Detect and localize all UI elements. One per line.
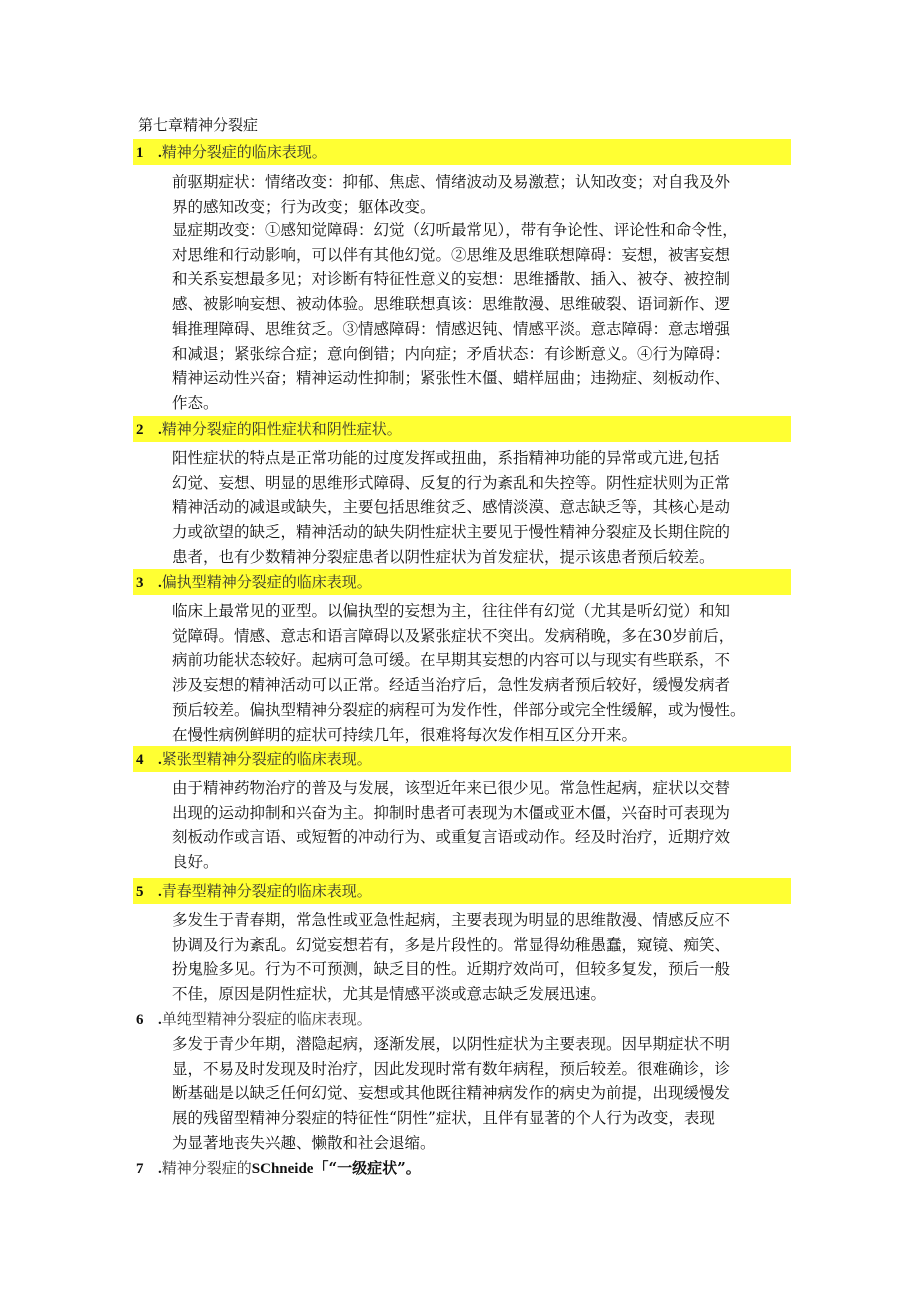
section-heading-5: 5 .青春型精神分裂症的临床表现。: [133, 878, 791, 904]
section-title: 偏执型精神分裂症的临床表现。: [161, 573, 372, 591]
text-line: 感、被影响妄想、被动体验。思维联想真该：思维散漫、思维破裂、语词新作、逻: [172, 295, 731, 314]
section-number: 5: [136, 884, 144, 900]
text-line: 出现的运动抑制和兴奋为主。抑制时患者可表现为木僵或亚木僵，兴奋时可表现为: [172, 803, 731, 822]
paragraph: [172, 1032, 794, 1156]
section-number: 4: [136, 752, 144, 768]
text-line: 觉障碍。情感、意志和语言障碍以及紧张症状不突出。发病稍晚，多在30岁前后，: [172, 626, 735, 645]
text-line: 精神运动性兴奋；精神运动性抑制；紧张性木僵、蜡样屈曲；违拗症、刻板动作、: [172, 369, 731, 388]
section-title: 精神分裂症的临床表现。: [161, 143, 327, 161]
text-line: 良好。: [172, 853, 219, 872]
text-line: 展的残留型精神分裂症的特征性“阴性”症状，且伴有显著的个人行为改变，表现: [172, 1109, 715, 1128]
paragraph: [172, 446, 794, 570]
section-number: 6: [136, 1012, 144, 1028]
section-title: 青春型精神分裂症的临床表现。: [161, 882, 372, 900]
text-line: 病前功能状态较好。起病可急可缓。在早期其妄想的内容可以与现实有些联系，不: [172, 651, 731, 670]
text-line: 力或欲望的缺乏，精神活动的缺失阴性症状主要见于慢性精神分裂症及长期住院的: [172, 523, 731, 542]
text-line: 精神活动的减退或缺失，主要包括思维贫乏、感情淡漠、意志缺乏等，其核心是动: [172, 498, 731, 517]
paragraph: [172, 218, 794, 416]
text-line: 对思维和行动影响，可以伴有其他幻觉。②思维及思维联想障碍：妄想，被害妄想: [172, 245, 731, 264]
section-title-bold: SChneide: [251, 1161, 314, 1177]
text-line: 为显著地丧失兴趣、懒散和社会退缩。: [172, 1133, 436, 1152]
section-heading-2: 2 .精神分裂症的阳性症状和阴性症状。: [133, 416, 791, 442]
text-line: 阳性症状的特点是正常功能的过度发挥或扭曲，系指精神功能的异常或亢进,包括: [172, 449, 720, 467]
section-heading-7: 7 .精神分裂症的SChneide「“一级症状”。: [133, 1155, 791, 1181]
text-line: 和关系妄想最多见；对诊断有特征性意义的妄想：思维播散、插入、被夺、被控制: [172, 270, 731, 289]
section-heading-4: 4 .紧张型精神分裂症的临床表现。: [133, 746, 791, 772]
text-line: 扮鬼脸多见。行为不可预测，缺乏目的性。近期疗效尚可，但较多复发，预后一般: [172, 960, 731, 979]
section-number: 1: [136, 145, 144, 161]
paragraph: [172, 908, 794, 1007]
text-line: 辑推理障碍、思维贫乏。③情感障碍：情感迟钝、情感平淡。意志障碍：意志增强: [172, 319, 731, 338]
text-line: 幻觉、妄想、明显的思维形式障碍、反复的行为紊乱和失控等。阴性症状则为正常: [172, 473, 731, 492]
section-number: 3: [136, 575, 144, 591]
section-title: 紧张型精神分裂症的临床表现。: [161, 750, 372, 768]
section-number: 7: [136, 1161, 144, 1177]
section-title-tail: 「“一级症状”。: [313, 1159, 421, 1177]
paragraph: [172, 170, 794, 219]
paragraph: [172, 776, 794, 875]
section-heading-1: 1 .精神分裂症的临床表现。: [133, 139, 791, 165]
section-title: 单纯型精神分裂症的临床表现。: [161, 1010, 372, 1028]
text-line: 断基础是以缺乏任何幻觉、妄想或其他既往精神病发作的病史为前提，出现缓慢发: [172, 1084, 731, 1103]
text-line: 界的感知改变；行为改变；躯体改变。: [172, 197, 436, 216]
text-line: 涉及妄想的精神活动可以正常。经适当治疗后，急性发病者预后较好，缓慢发病者: [172, 676, 731, 695]
text-line: 患者，也有少数精神分裂症患者以阴性症状为首发症状，提示该患者预后较差。: [172, 547, 715, 566]
chapter-title: 第七章精神分裂症: [138, 116, 259, 134]
text-line: 和减退；紧张综合症；意向倒错；内向症；矛盾状态：有诊断意义。④行为障碍：: [172, 344, 731, 363]
text-line: 刻板动作或言语、或短暂的冲动行为、或重复言语或动作。经及时治疗，近期疗效: [172, 828, 731, 847]
text-line: 不佳，原因是阴性症状，尤其是情感平淡或意志缺乏发展迅速。: [172, 985, 607, 1004]
text-line: 在慢性病例鲜明的症状可持续几年，很难将每次发作相互区分开来。: [172, 725, 638, 744]
section-number: 2: [136, 422, 144, 438]
text-line: 由于精神药物治疗的普及与发展，该型近年来已很少见。常急性起病，症状以交替: [172, 779, 731, 797]
text-line: 多发生于青春期，常急性或亚急性起病，主要表现为明显的思维散漫、情感反应不: [172, 911, 731, 929]
section-title: 精神分裂症的阳性症状和阴性症状。: [161, 420, 402, 438]
text-line: 显症期改变：①感知觉障碍：幻觉（幻听最常见），带有争论性、评论性和命令性，: [172, 221, 738, 239]
text-line: 协调及行为紊乱。幻觉妄想若有，多是片段性的。常显得幼稚愚蠢，窥镜、痴笑、: [172, 935, 731, 954]
section-title: 精神分裂症的: [161, 1159, 252, 1177]
text-line: 临床上最常见的亚型。以偏执型的妄想为主，往往伴有幻觉（尤其是听幻觉）和知: [172, 602, 731, 620]
paragraph: [172, 599, 794, 747]
section-heading-6: 6 .单纯型精神分裂症的临床表现。: [133, 1006, 791, 1032]
text-line: 显，不易及时发现及时治疗，因此发现时常有数年病程，预后较差。很难确诊，诊: [172, 1059, 731, 1078]
text-line: 前驱期症状：情绪改变：抑郁、焦虑、情绪波动及易激惹；认知改变；对自我及外: [172, 173, 731, 191]
section-heading-3: 3 .偏执型精神分裂症的临床表现。: [133, 569, 791, 595]
text-line: 作态。: [172, 393, 219, 412]
text-line: 多发于青少年期，潜隐起病，逐渐发展，以阴性症状为主要表现。因早期症状不明: [172, 1035, 731, 1053]
text-line: 预后较差。偏执型精神分裂症的病程可为发作性，伴部分或完全性缓解，或为慢性。: [172, 700, 746, 719]
